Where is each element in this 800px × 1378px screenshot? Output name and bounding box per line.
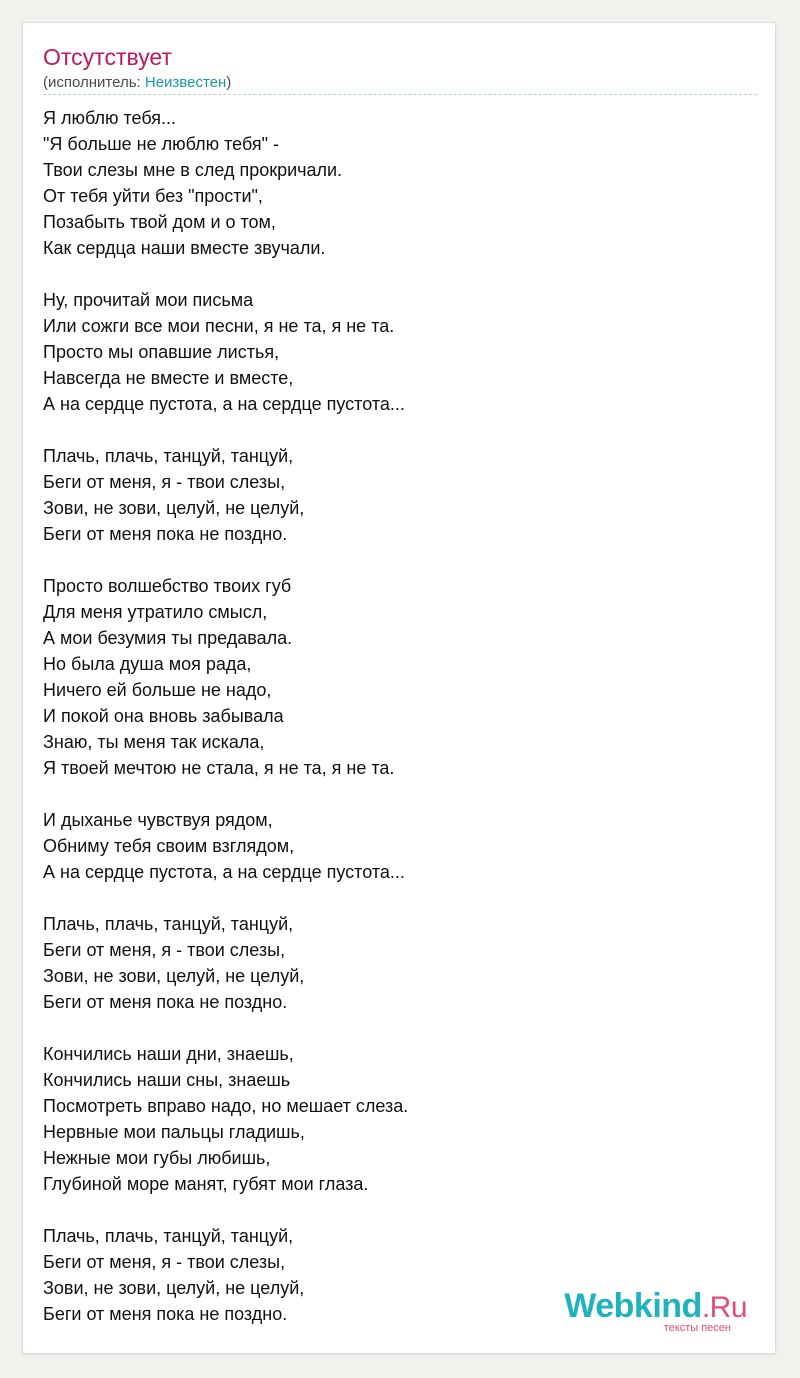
lyric-line: Кончились наши сны, знаешь [43,1070,291,1090]
lyric-line: Я твоей мечтою не стала, я не та, я не та. [43,758,395,778]
lyric-line: Позабыть твой дом и о том, [43,212,276,232]
artist-prefix: (исполнитель: [43,74,145,91]
lyric-line: А мои безумия ты предавала. [43,628,293,648]
lyric-line: Беги от меня пока не поздно. [43,524,288,544]
stanza-gap [43,1015,743,1041]
artist-line [43,73,231,93]
lyric-line: Глубиной море манят, губят мои глаза. [43,1174,369,1194]
stanza-gap [43,1197,743,1223]
lyric-line: И покой она вновь забывала [43,706,284,726]
logo-tld: .Ru [701,1291,747,1324]
lyric-line: Как сердца наши вместе звучали. [43,238,326,258]
header-divider [43,94,757,95]
lyric-line: Твои слезы мне в след прокричали. [43,160,343,180]
lyric-line: Просто волшебство твоих губ [43,576,292,596]
lyric-line: Я люблю тебя... [43,108,177,128]
lyric-line: Нервные мои пальцы гладишь, [43,1122,305,1142]
site-logo[interactable] [547,1287,747,1335]
lyric-line: Беги от меня, я - твои слезы, [43,940,286,960]
logo-name: Webkind [564,1287,702,1325]
lyric-line: Просто мы опавшие листья, [43,342,280,362]
lyric-line: Зови, не зови, целуй, не целуй, [43,966,305,986]
song-title: Отсутствует [43,44,172,70]
lyric-line: Ничего ей больше не надо, [43,680,272,700]
lyric-line: Обниму тебя своим взглядом, [43,836,295,856]
lyrics-text [43,105,743,1327]
lyric-line: "Я больше не люблю тебя" - [43,134,280,154]
lyric-line: Ну, прочитай мои письма [43,290,254,310]
lyric-line: Для меня утратило смысл, [43,602,268,622]
logo-tagline: тексты песен [663,1322,731,1334]
lyrics-card [22,22,776,1354]
artist-link[interactable]: Неизвестен [144,74,227,91]
lyric-line: Но была душа моя рада, [43,654,252,674]
stanza-gap [43,261,743,287]
lyric-line: И дыханье чувствуя рядом, [43,810,273,830]
stanza-gap [43,781,743,807]
lyric-line: Нежные мои губы любишь, [43,1148,271,1168]
stanza-gap [43,885,743,911]
logo-wordmark [564,1287,747,1327]
lyric-line: Плачь, плачь, танцуй, танцуй, [43,1226,294,1246]
stanza-gap [43,547,743,573]
lyric-line: Плачь, плачь, танцуй, танцуй, [43,446,294,466]
lyric-line: Знаю, ты меня так искала, [43,732,265,752]
lyric-line: А на сердце пустота, а на сердце пустота... [43,394,405,414]
artist-suffix: ) [226,74,232,91]
lyric-line: Навсегда не вместе и вместе, [43,368,294,388]
lyric-line: Беги от меня, я - твои слезы, [43,1252,286,1272]
lyric-line: Посмотреть вправо надо, но мешает слеза. [43,1096,409,1116]
lyric-line: Беги от меня, я - твои слезы, [43,472,286,492]
lyric-line: Плачь, плачь, танцуй, танцуй, [43,914,294,934]
lyric-line: Зови, не зови, целуй, не целуй, [43,498,305,518]
lyric-line: А на сердце пустота, а на сердце пустота... [43,862,405,882]
lyric-line: Беги от меня пока не поздно. [43,992,288,1012]
stanza-gap [43,417,743,443]
lyric-line: От тебя уйти без "прости", [43,186,263,206]
lyric-line: Кончились наши дни, знаешь, [43,1044,294,1064]
lyric-line: Зови, не зови, целуй, не целуй, [43,1278,305,1298]
lyric-line: Беги от меня пока не поздно. [43,1304,288,1324]
lyric-line: Или сожги все мои песни, я не та, я не та. [43,316,395,336]
